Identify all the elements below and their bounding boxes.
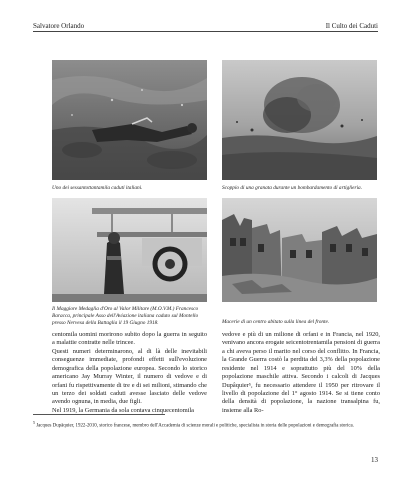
footnote-text: Jacques Dupâquier, 1922-2010, storico francese, membro dell'Accademia di scienze morali e politiche, specialista in storia delle popolazioni e demografia storica. [36,423,354,429]
figure-caption-1: Uno dei sessantottantamila caduti italiani. [52,185,143,191]
photo-fallen-soldier [52,60,207,180]
footnote [33,420,378,430]
page-number: 13 [371,456,378,464]
footnote-rule [33,414,165,415]
body-paragraph: vedove e più di un milione di orfani e in Francia, nel 1920, venivano ancora erogate seicentotrentamila pensioni di guerra a chi aveva perso il marito nel corso del conflitto. In Francia, la Grande Guerra costò la perdita del 3,3% della popolazione residente nel 1914 e soprattutto più del 10% della popolazione maschile attiva. Secondo i calcoli di Jacques Dupâquier⁵, fu necessario attendere il 1950 per ritrovare il livello di popolazione del 1° agosto 1914. Se si tiene conto della densità di popolazione, la nazione transalpina fu, insieme alla Ro- [222,331,380,414]
body-paragraph: centomila uomini morirono subito dopo la guerra in seguito a malattie contratte nelle trincee. [52,331,207,347]
photo-pilot-baracca [52,198,207,302]
header-book-title: Il Culto dei Caduti [325,22,378,30]
photo-ruins [222,198,377,302]
body-paragraph: Questi numeri determinarono, al di là delle inevitabili conseguenze immediate, profondi effetti sull'evoluzione demografica della popolazione europea. Secondo lo storico americano Jay Murray Winter, il numero di vedove e di orfani fu rispettivamente di tre e di sei milioni, stimando che un terzo dei soldati caduti avesse lasciato delle vedove avendo ognuna, in media, due figli. [52,347,207,406]
running-header [33,18,378,30]
body-right-column [222,331,380,415]
photo-shell-explosion [222,60,377,180]
figure-caption-4: Macerie di un centro abitato sulla linea del fronte. [222,319,330,325]
figure-caption-3: Il Maggiore Medaglia d'Oro al Valor Militare (M.O.V.M.) Francesco Baracca, principale Asso dell'Aviazione italiana caduto sul Montello presso Nervesa della Battaglia il 19 Giugno 1918. [52,306,199,326]
body-left-column [52,331,207,415]
figure-caption-2: Scoppio di una granata durante un bombardamento di artiglieria. [222,185,363,191]
header-rule [33,31,378,32]
body-paragraph: Nel 1919, la Germania da sola contava cinquecentomila [52,406,194,414]
footnote-marker: 5 [33,420,35,425]
header-author: Salvatore Orlando [33,22,85,30]
